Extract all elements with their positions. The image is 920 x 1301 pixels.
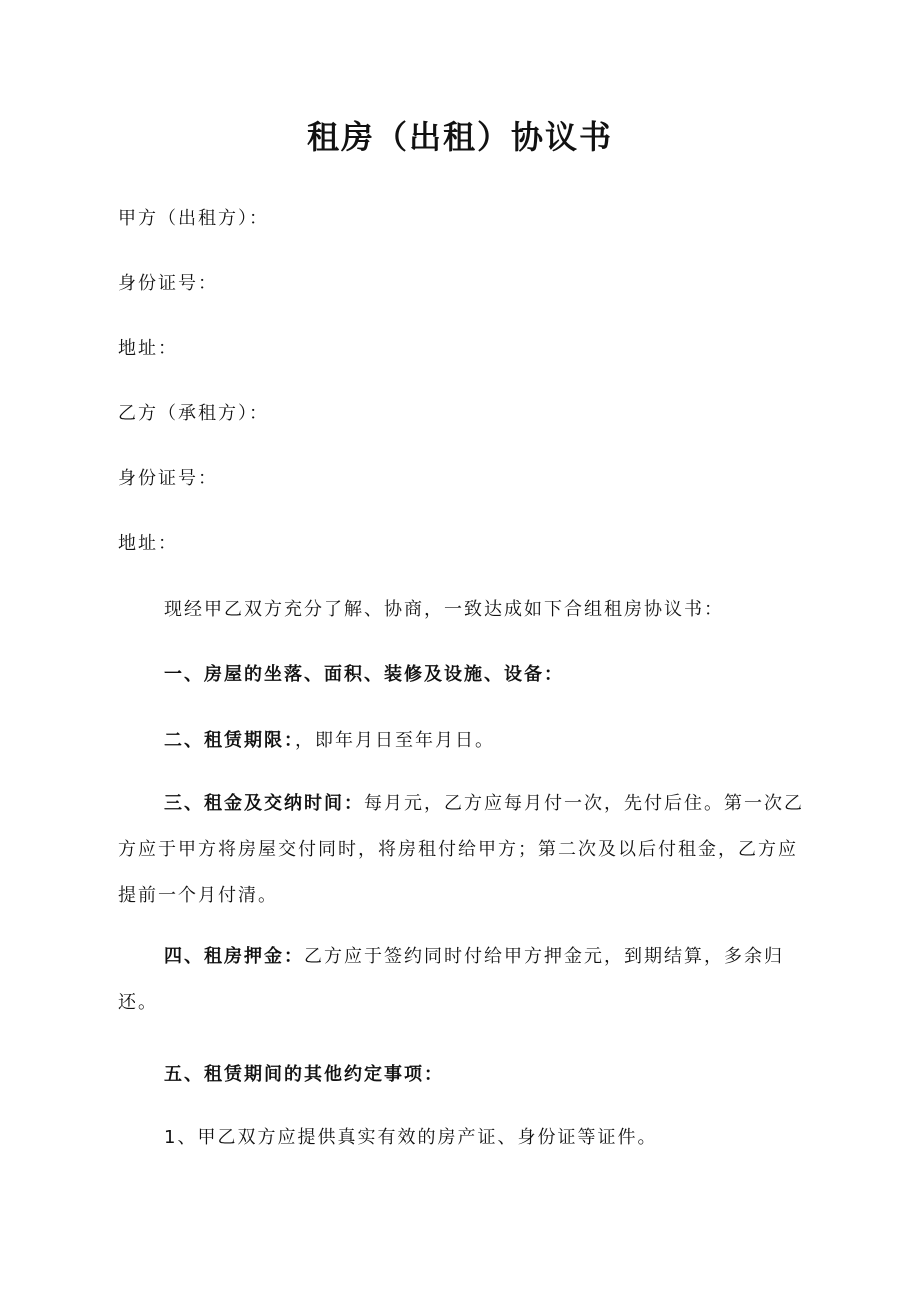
document-title: 租房（出租）协议书 bbox=[306, 118, 613, 156]
intro-paragraph: 现经甲乙双方充分了解、协商，一致达成如下合组租房协议书： bbox=[164, 599, 724, 620]
party-a-id-label: 身份证号： bbox=[118, 273, 218, 294]
party-a-address-label: 地址： bbox=[118, 338, 178, 359]
clause5-item-1: 1、甲乙双方应提供真实有效的房产证、身份证等证件。 bbox=[164, 1127, 658, 1148]
clause4-paragraph bbox=[118, 934, 808, 1026]
clause4-heading: 四、租房押金： bbox=[164, 946, 304, 967]
clause4-text: 乙方应于签约同时付给甲方押金元，到期结算，多余归还。 bbox=[118, 946, 784, 1013]
clause2-paragraph bbox=[164, 727, 854, 755]
party-a-label: 甲方（出租方）： bbox=[118, 208, 269, 229]
party-b-id-label: 身份证号： bbox=[118, 468, 218, 489]
clause3-text: 每月元，乙方应每月付一次，先付后住。第一次乙方应于甲方将房屋交付同时，将房租付给甲方；第二次及以后付租金，乙方应提前一个月付清。 bbox=[118, 793, 804, 906]
clause2-text: ，即年月日至年月日。 bbox=[295, 730, 495, 751]
clause3-heading: 三、租金及交纳时间： bbox=[164, 793, 364, 814]
clause1-heading: 一、房屋的坐落、面积、装修及设施、设备： bbox=[164, 664, 564, 685]
party-b-label: 乙方（承租方）： bbox=[118, 403, 269, 424]
party-b-address-label: 地址： bbox=[118, 533, 178, 554]
clause5-heading: 五、租赁期间的其他约定事项： bbox=[164, 1064, 444, 1085]
clause3-paragraph bbox=[118, 781, 808, 919]
clause2-heading: 二、租赁期限： bbox=[164, 730, 295, 751]
